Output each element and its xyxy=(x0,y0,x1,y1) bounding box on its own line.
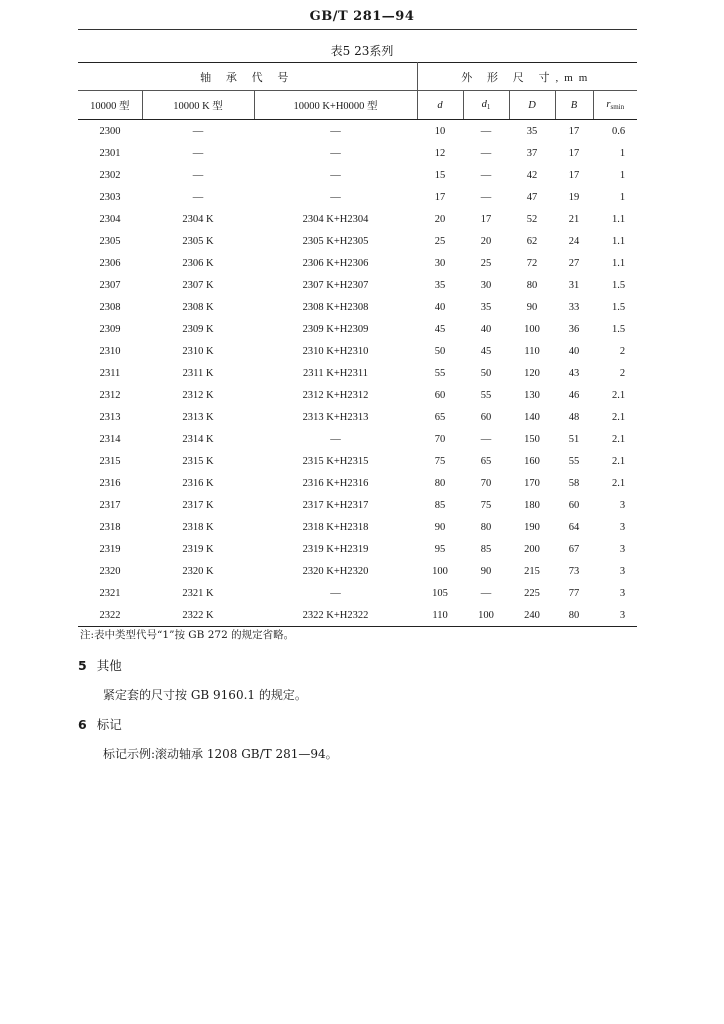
cell-type-k: — xyxy=(192,147,204,159)
cell-d: 17 xyxy=(434,191,446,203)
cell-d1: — xyxy=(480,587,492,599)
cell-type-k: 2307 K xyxy=(182,279,214,291)
table-note: 注:表中类型代号“1”按 GB 272 的规定省略。 xyxy=(80,629,295,641)
cell-b: 24 xyxy=(568,235,580,247)
cell-type-k: — xyxy=(192,125,204,137)
cell-d1: 20 xyxy=(480,235,492,247)
cell-d1: — xyxy=(480,169,492,181)
table-row xyxy=(78,472,637,494)
cell-d: 25 xyxy=(434,235,446,247)
cell-d: 60 xyxy=(434,389,446,401)
cell-rsmin: 2.1 xyxy=(611,389,626,401)
section-6-title: 标记 xyxy=(96,717,122,732)
section-6-body: 标记示例:滚动轴承 1208 GB/T 281—94。 xyxy=(103,747,338,761)
cell-d: 95 xyxy=(434,543,446,555)
cell-d: 35 xyxy=(434,279,446,291)
cell-type-10000: 2302 xyxy=(99,169,121,181)
table-row xyxy=(78,230,637,252)
section-6-heading xyxy=(78,715,122,733)
cell-outer-d: 150 xyxy=(524,433,540,445)
cell-type-k-h: 2308 K+H2308 xyxy=(302,301,369,313)
cell-outer-d: 140 xyxy=(524,411,540,423)
cell-type-k-h: 2317 K+H2317 xyxy=(302,499,369,511)
col-header-b: B xyxy=(555,91,593,120)
table-row xyxy=(78,538,637,560)
cell-outer-d: 120 xyxy=(524,367,540,379)
cell-d1: — xyxy=(480,125,492,137)
col-header-type-k-h: 10000 K+H0000 型 xyxy=(254,91,417,120)
cell-outer-d: 190 xyxy=(524,521,540,533)
table-row xyxy=(78,340,637,362)
cell-type-k: 2315 K xyxy=(182,455,214,467)
cell-type-10000: 2300 xyxy=(99,125,121,137)
cell-type-10000: 2316 xyxy=(99,477,121,489)
table-row xyxy=(78,384,637,406)
cell-outer-d: 200 xyxy=(524,543,540,555)
table-row xyxy=(78,120,637,143)
cell-d: 30 xyxy=(434,257,446,269)
cell-d1: 60 xyxy=(480,411,492,423)
cell-rsmin: 1 xyxy=(619,191,626,203)
cell-d1: 100 xyxy=(463,604,509,627)
cell-d1: 65 xyxy=(480,455,492,467)
cell-type-k: 2314 K xyxy=(182,433,214,445)
cell-rsmin: 1.1 xyxy=(611,235,626,247)
cell-type-10000: 2318 xyxy=(99,521,121,533)
cell-outer-d: 72 xyxy=(526,257,538,269)
cell-type-k: 2311 K xyxy=(182,367,214,379)
cell-type-10000: 2304 xyxy=(99,213,121,225)
cell-outer-d: 42 xyxy=(526,169,538,181)
cell-type-k: 2321 K xyxy=(182,587,214,599)
table-row xyxy=(78,186,637,208)
col-header-d: d xyxy=(417,91,463,120)
cell-rsmin: 3 xyxy=(593,604,637,627)
cell-d1: 40 xyxy=(480,323,492,335)
cell-type-10000: 2313 xyxy=(99,411,121,423)
cell-type-k-h: 2306 K+H2306 xyxy=(302,257,369,269)
cell-type-10000: 2315 xyxy=(99,455,121,467)
cell-d1: — xyxy=(480,433,492,445)
cell-d1: — xyxy=(480,147,492,159)
cell-d: 65 xyxy=(434,411,446,423)
table-row xyxy=(78,208,637,230)
cell-b: 58 xyxy=(568,477,580,489)
cell-rsmin: 2.1 xyxy=(611,411,626,423)
table-row xyxy=(78,252,637,274)
table-row xyxy=(78,318,637,340)
cell-b: 67 xyxy=(568,543,580,555)
cell-outer-d: 100 xyxy=(524,323,540,335)
cell-type-10000: 2320 xyxy=(99,565,121,577)
cell-rsmin: 1.1 xyxy=(611,257,626,269)
cell-b: 17 xyxy=(568,169,580,181)
cell-type-k: 2305 K xyxy=(182,235,214,247)
cell-type-10000: 2321 xyxy=(99,587,121,599)
cell-rsmin: 2.1 xyxy=(611,477,626,489)
cell-d1: 85 xyxy=(480,543,492,555)
cell-d: 90 xyxy=(434,521,446,533)
cell-b: 51 xyxy=(568,433,580,445)
cell-d1: 17 xyxy=(480,213,492,225)
table-row xyxy=(78,582,637,604)
cell-b: 19 xyxy=(568,191,580,203)
cell-outer-d: 47 xyxy=(526,191,538,203)
cell-rsmin: 1 xyxy=(619,169,626,181)
cell-type-10000: 2307 xyxy=(99,279,121,291)
cell-d: 40 xyxy=(434,301,446,313)
cell-type-10000: 2305 xyxy=(99,235,121,247)
section-5-body: 紧定套的尺寸按 GB 9160.1 的规定。 xyxy=(103,688,307,702)
cell-type-k-h: 2312 K+H2312 xyxy=(302,389,369,401)
cell-b: 36 xyxy=(568,323,580,335)
cell-outer-d: 180 xyxy=(524,499,540,511)
cell-d: 45 xyxy=(434,323,446,335)
cell-type-k-h: 2316 K+H2316 xyxy=(302,477,369,489)
cell-d: 110 xyxy=(417,604,463,627)
cell-type-k-h: — xyxy=(330,147,341,159)
cell-type-k: 2306 K xyxy=(182,257,214,269)
cell-b: 31 xyxy=(568,279,580,291)
table-row xyxy=(78,164,637,186)
col-header-type-k: 10000 K 型 xyxy=(142,91,254,120)
table-row xyxy=(78,560,637,582)
cell-b: 43 xyxy=(568,367,580,379)
header-rule xyxy=(78,29,637,30)
cell-outer-d: 240 xyxy=(509,604,555,627)
cell-b: 27 xyxy=(568,257,580,269)
cell-b: 73 xyxy=(568,565,580,577)
table-row xyxy=(78,604,637,627)
cell-b: 46 xyxy=(568,389,580,401)
cell-outer-d: 35 xyxy=(526,125,538,137)
cell-type-10000: 2322 xyxy=(78,604,142,627)
table-row xyxy=(78,406,637,428)
cell-d1: 80 xyxy=(480,521,492,533)
table-row xyxy=(78,494,637,516)
cell-b: 21 xyxy=(568,213,580,225)
cell-type-k-h: 2311 K+H2311 xyxy=(303,367,368,379)
cell-type-k-h: 2310 K+H2310 xyxy=(302,345,369,357)
cell-type-k: 2309 K xyxy=(182,323,214,335)
cell-d1: — xyxy=(480,191,492,203)
cell-d1: 75 xyxy=(480,499,492,511)
cell-type-k-h: 2305 K+H2305 xyxy=(302,235,369,247)
table-row xyxy=(78,428,637,450)
cell-type-k-h: — xyxy=(330,433,341,445)
cell-type-k-h: 2313 K+H2313 xyxy=(302,411,369,423)
cell-d: 20 xyxy=(434,213,446,225)
cell-d1: 50 xyxy=(480,367,492,379)
page-header: GB/T 281—94 xyxy=(309,9,415,24)
cell-d: 85 xyxy=(434,499,446,511)
cell-d: 80 xyxy=(434,477,446,489)
cell-type-k: 2320 K xyxy=(182,565,214,577)
col-header-outer-d: D xyxy=(509,91,555,120)
cell-rsmin: 2 xyxy=(619,345,626,357)
cell-d: 105 xyxy=(432,587,448,599)
cell-d1: 55 xyxy=(480,389,492,401)
cell-d: 12 xyxy=(434,147,446,159)
cell-rsmin: 3 xyxy=(619,587,626,599)
cell-type-k: 2317 K xyxy=(182,499,214,511)
cell-type-k-h: — xyxy=(330,587,341,599)
cell-b: 55 xyxy=(568,455,580,467)
cell-rsmin: 2.1 xyxy=(611,433,626,445)
cell-type-k: — xyxy=(192,191,204,203)
cell-rsmin: 1.1 xyxy=(611,213,626,225)
cell-type-k-h: 2315 K+H2315 xyxy=(302,455,369,467)
cell-outer-d: 90 xyxy=(526,301,538,313)
cell-outer-d: 62 xyxy=(526,235,538,247)
cell-type-k: — xyxy=(192,169,204,181)
cell-outer-d: 160 xyxy=(524,455,540,467)
cell-type-k-h: — xyxy=(330,125,341,137)
cell-type-10000: 2308 xyxy=(99,301,121,313)
cell-type-10000: 2303 xyxy=(99,191,121,203)
cell-type-k-h: 2322 K+H2322 xyxy=(254,604,417,627)
cell-type-10000: 2306 xyxy=(99,257,121,269)
cell-rsmin: 3 xyxy=(619,543,626,555)
cell-type-k-h: 2309 K+H2309 xyxy=(302,323,369,335)
section-5-title: 其他 xyxy=(96,658,122,673)
cell-d: 15 xyxy=(434,169,446,181)
cell-b: 80 xyxy=(555,604,593,627)
cell-type-k-h: 2307 K+H2307 xyxy=(302,279,369,291)
cell-d1: 90 xyxy=(480,565,492,577)
cell-type-k-h: 2320 K+H2320 xyxy=(302,565,369,577)
cell-b: 64 xyxy=(568,521,580,533)
cell-b: 40 xyxy=(568,345,580,357)
cell-rsmin: 0.6 xyxy=(611,125,626,137)
table-row xyxy=(78,450,637,472)
cell-rsmin: 1 xyxy=(619,147,626,159)
cell-b: 48 xyxy=(568,411,580,423)
cell-outer-d: 215 xyxy=(524,565,540,577)
cell-outer-d: 110 xyxy=(524,345,540,357)
cell-type-10000: 2314 xyxy=(99,433,121,445)
cell-type-k-h: 2318 K+H2318 xyxy=(302,521,369,533)
dimensions-group-header: 外 形 尺 寸,mm xyxy=(417,63,637,91)
cell-d: 55 xyxy=(434,367,446,379)
cell-type-k: 2308 K xyxy=(182,301,214,313)
table-row xyxy=(78,274,637,296)
cell-d: 50 xyxy=(434,345,446,357)
cell-rsmin: 1.5 xyxy=(611,279,626,291)
table-row xyxy=(78,142,637,164)
bearing-code-group-header: 轴 承 代 号 xyxy=(78,63,417,91)
cell-outer-d: 225 xyxy=(524,587,540,599)
cell-rsmin: 1.5 xyxy=(611,323,626,335)
cell-type-10000: 2301 xyxy=(99,147,121,159)
cell-outer-d: 37 xyxy=(526,147,538,159)
cell-b: 17 xyxy=(568,125,580,137)
col-header-rsmin: $r_{smin}$ xyxy=(593,91,637,120)
table-row xyxy=(78,362,637,384)
cell-outer-d: 80 xyxy=(526,279,538,291)
cell-type-k-h: — xyxy=(330,191,341,203)
cell-d1: 35 xyxy=(480,301,492,313)
cell-rsmin: 3 xyxy=(619,499,626,511)
cell-type-k: 2313 K xyxy=(182,411,214,423)
cell-outer-d: 130 xyxy=(524,389,540,401)
cell-outer-d: 52 xyxy=(526,213,538,225)
cell-rsmin: 2 xyxy=(619,367,626,379)
cell-type-k: 2319 K xyxy=(182,543,214,555)
cell-d: 70 xyxy=(434,433,446,445)
cell-rsmin: 1.5 xyxy=(611,301,626,313)
cell-type-k: 2318 K xyxy=(182,521,214,533)
cell-d: 10 xyxy=(434,125,446,137)
cell-b: 33 xyxy=(568,301,580,313)
col-header-type-10000: 10000 型 xyxy=(78,91,142,120)
cell-outer-d: 170 xyxy=(524,477,540,489)
cell-type-10000: 2319 xyxy=(99,543,121,555)
cell-type-k: 2310 K xyxy=(182,345,214,357)
cell-type-10000: 2317 xyxy=(99,499,121,511)
cell-type-k: 2304 K xyxy=(182,213,214,225)
cell-type-10000: 2311 xyxy=(99,367,121,379)
cell-d1: 30 xyxy=(480,279,492,291)
cell-type-k-h: — xyxy=(330,169,341,181)
cell-d1: 45 xyxy=(480,345,492,357)
cell-rsmin: 3 xyxy=(619,521,626,533)
col-header-d1: $d_1$ xyxy=(463,91,509,120)
cell-rsmin: 2.1 xyxy=(611,455,626,467)
section-5-number: 5 xyxy=(78,658,87,673)
cell-type-10000: 2309 xyxy=(99,323,121,335)
section-5-heading xyxy=(78,656,122,674)
table-row xyxy=(78,516,637,538)
cell-b: 77 xyxy=(568,587,580,599)
cell-type-k: 2322 K xyxy=(142,604,254,627)
cell-type-k: 2316 K xyxy=(182,477,214,489)
cell-rsmin: 3 xyxy=(619,565,626,577)
cell-type-k-h: 2304 K+H2304 xyxy=(302,213,369,225)
cell-d1: 70 xyxy=(480,477,492,489)
cell-type-10000: 2310 xyxy=(99,345,121,357)
section-6-number: 6 xyxy=(78,717,87,732)
cell-type-10000: 2312 xyxy=(99,389,121,401)
table-row xyxy=(78,296,637,318)
cell-d1: 25 xyxy=(480,257,492,269)
cell-b: 17 xyxy=(568,147,580,159)
cell-type-k: 2312 K xyxy=(182,389,214,401)
cell-d: 75 xyxy=(434,455,446,467)
bearing-spec-table xyxy=(78,62,637,627)
cell-type-k-h: 2319 K+H2319 xyxy=(302,543,369,555)
cell-d: 100 xyxy=(432,565,448,577)
table-caption: 表5 23系列 xyxy=(330,44,394,58)
cell-b: 60 xyxy=(568,499,580,511)
